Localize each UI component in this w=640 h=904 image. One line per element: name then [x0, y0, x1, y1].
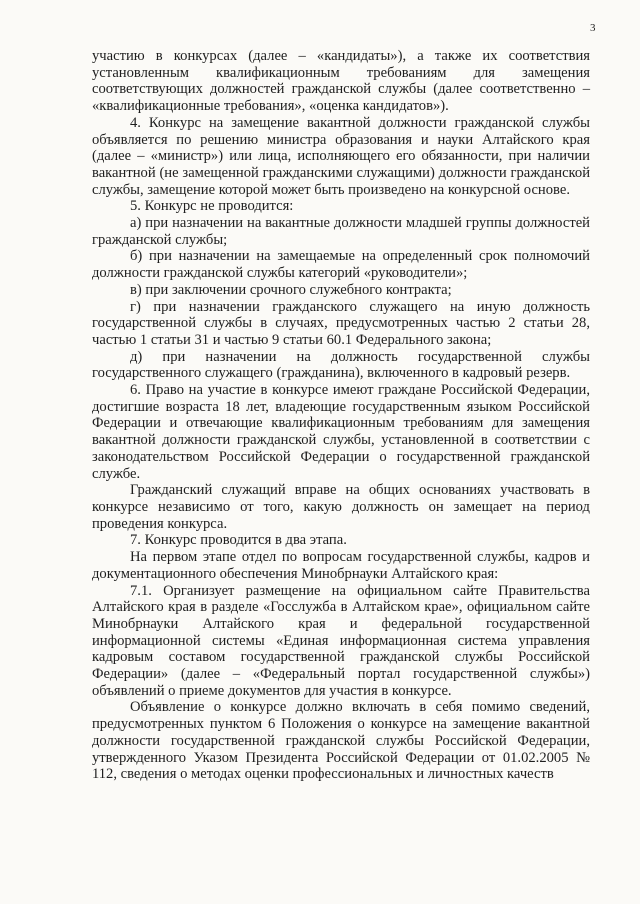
paragraph: Объявление о конкурсе должно включать в себя помимо сведений, предусмотренных пунктом 6 Положения о конкурсе на замещение вакантной должности государственной гражданской службы Российской Федерации, утвержденного Указом Президента Российской Федерации от 01.02.2005 № 112, сведения о методах оценки профессиональных и личностных качеств [92, 699, 590, 783]
paragraph: 7. Конкурс проводится в два этапа. [130, 532, 347, 549]
paragraph: участию в конкурсах (далее – «кандидаты»), а также их соответствия установленным квалификационным требованиям для замещения соответствующих должностей гражданской службы (далее соответственно – «квалификационные требования», «оценка кандидатов»). [92, 48, 590, 115]
paragraph: Гражданский служащий вправе на общих основаниях участвовать в конкурсе независимо от того, какую должность он замещает на период проведения конкурса. [92, 482, 590, 532]
paragraph: 7.1. Организует размещение на официальном сайте Правительства Алтайского края в разделе «Госслужба в Алтайском крае», официальном сайте Минобрнауки Алтайского края и федеральной государственной информационной системы «Единая информационная система управления кадровым составом государственной гражданской службы Российской Федерации» (далее – «Федеральный портал государственной службы») объявлений о приеме документов для участия в конкурсе. [92, 582, 590, 699]
paragraph: 5. Конкурс не проводится: [130, 198, 294, 215]
paragraph: а) при назначении на вакантные должности младшей группы должностей гражданской службы; [92, 215, 590, 248]
paragraph: б) при назначении на замещаемые на определенный срок полномочий должности гражданской службы категорий «руководители»; [92, 248, 590, 282]
paragraph: На первом этапе отдел по вопросам государственной службы, кадров и документационного обеспечения Минобрнауки Алтайского края: [92, 549, 590, 582]
paragraph: в) при заключении срочного служебного контракта; [130, 281, 452, 298]
document-body [92, 48, 590, 783]
paragraph: 6. Право на участие в конкурсе имеют граждане Российской Федерации, достигшие возраста 18 лет, владеющие государственным языком Российской Федерации и отвечающие квалификационным требованиям для замещения вакантной должности гражданской службы, установленной в соответствии с законодательством Российской Федерации о государственной гражданской службе. [92, 382, 590, 482]
page-number: 3 [590, 22, 596, 34]
paragraph: д) при назначении на должность государственной службы государственного служащего (гражданина), включенного в кадровый резерв. [92, 348, 590, 382]
paragraph: г) при назначении гражданского служащего на иную должность государственной службы в случаях, предусмотренных частью 2 статьи 28, частью 1 статьи 31 и частью 9 статьи 60.1 Федерального закона; [92, 298, 590, 348]
paragraph: 4. Конкурс на замещение вакантной должности гражданской службы объявляется по решению министра образования и науки Алтайского края (далее – «министр») или лица, исполняющего его обязанности, при наличии вакантной (не замещенной гражданскими служащими) должности гражданской службы, замещение которой может быть произведено на конкурсной основе. [92, 114, 590, 198]
